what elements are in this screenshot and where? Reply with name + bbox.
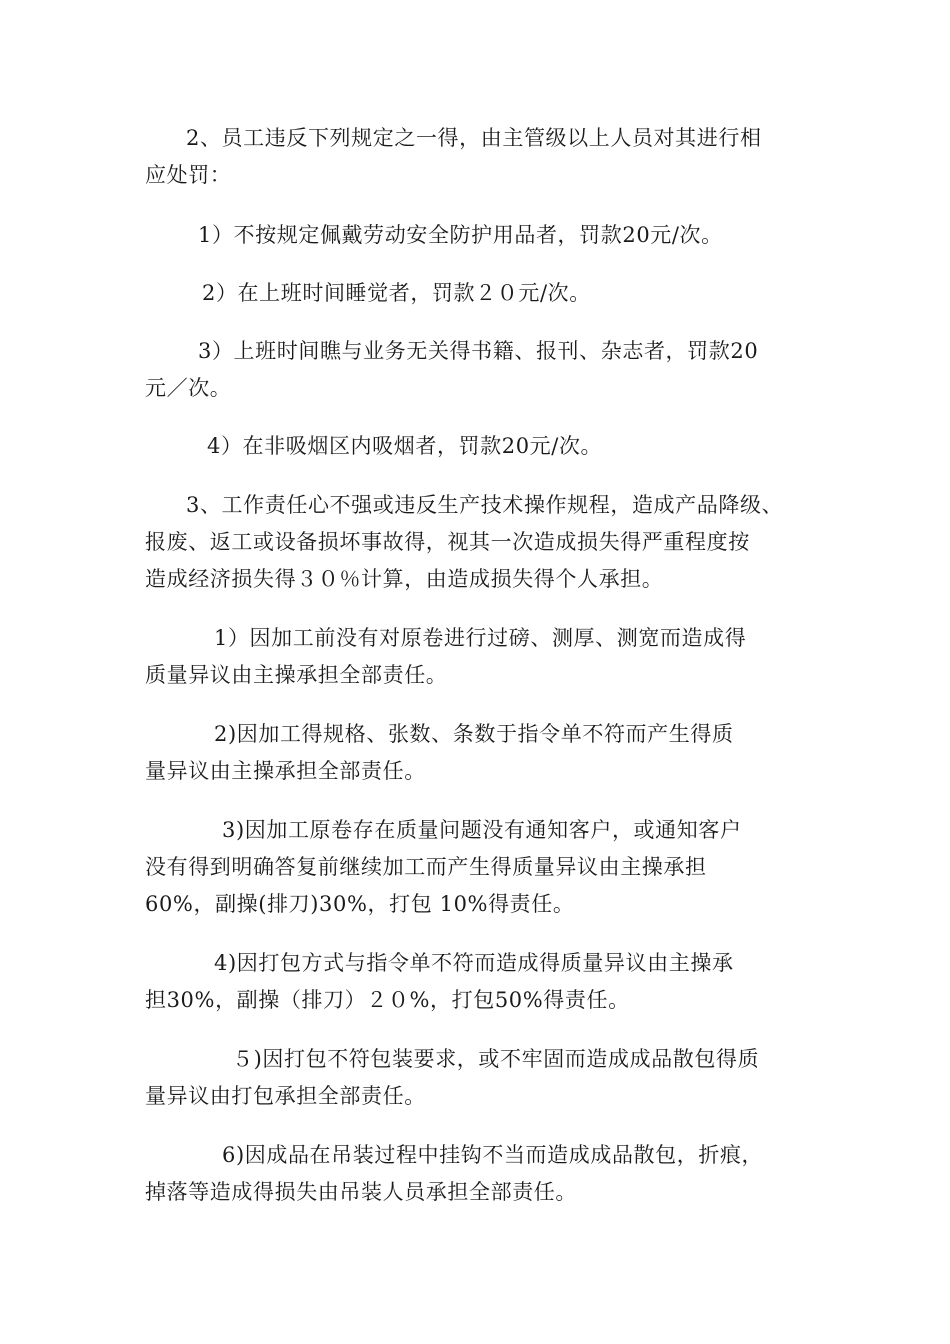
text-line: 应处罚：: [145, 163, 232, 187]
text-line: 4)因打包方式与指令单不符而造成得质量异议由主操承: [214, 951, 734, 975]
text-line: 2)因加工得规格、张数、条数于指令单不符而产生得质: [214, 722, 734, 746]
text-line: 1）不按规定佩戴劳动安全防护用品者，罚款20元/次。: [198, 223, 723, 247]
text-line: 没有得到明确答复前继续加工而产生得质量异议由主操承担: [145, 855, 707, 879]
text-line: 元／次。: [145, 376, 232, 400]
text-line: 量异议由打包承担全部责任。: [145, 1084, 426, 1108]
text-line: 2、员工违反下列规定之一得，由主管级以上人员对其进行相: [186, 126, 762, 150]
text-line: 量异议由主操承担全部责任。: [145, 759, 426, 783]
text-line: 6)因成品在吊装过程中挂钩不当而造成成品散包，折痕，: [222, 1143, 764, 1167]
text-line: 3)因加工原卷存在质量问题没有通知客户，或通知客户: [222, 818, 742, 842]
text-line: 3）上班时间瞧与业务无关得书籍、报刊、杂志者，罚款20: [198, 339, 759, 363]
text-line: ５)因打包不符包装要求，或不牢固而造成成品散包得质: [232, 1047, 760, 1071]
text-line: 掉落等造成得损失由吊装人员承担全部责任。: [145, 1180, 577, 1204]
text-line: 60%，副操(排刀)30%，打包 10%得责任。: [145, 892, 575, 916]
text-line: 造成经济损失得３０％计算，由造成损失得个人承担。: [145, 567, 664, 591]
text-line: 4）在非吸烟区内吸烟者，罚款20元/次。: [207, 434, 603, 458]
text-line: 2）在上班时间睡觉者，罚款２０元/次。: [202, 281, 591, 305]
text-line: 质量异议由主操承担全部责任。: [145, 663, 448, 687]
text-line: 1）因加工前没有对原卷进行过磅、测厚、测宽而造成得: [214, 626, 747, 650]
text-line: 报废、返工或设备损坏事故得，视其一次造成损失得严重程度按: [145, 530, 750, 554]
text-line: 3、工作责任心不强或违反生产技术操作规程，造成产品降级、: [186, 493, 784, 517]
text-line: 担30%，副操（排刀）２０%，打包50%得责任。: [145, 988, 630, 1012]
